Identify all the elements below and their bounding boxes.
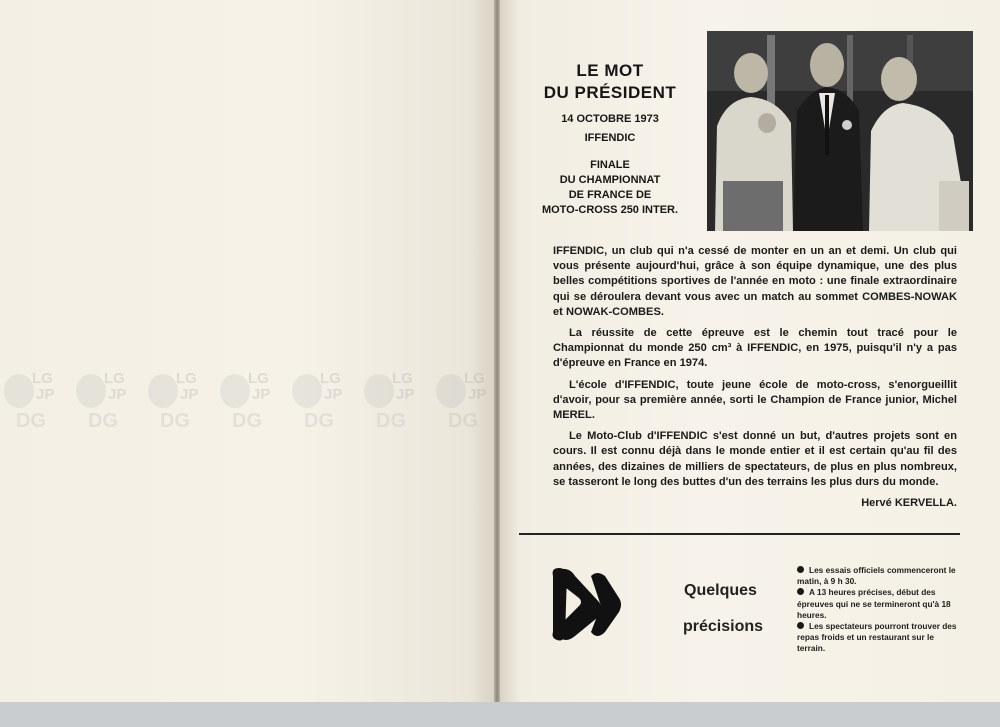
article-heading — [512, 60, 708, 218]
watermark-jp: JP — [396, 386, 415, 403]
note-item — [797, 621, 959, 655]
watermark-logo — [74, 368, 140, 434]
bullet-icon — [797, 622, 804, 629]
note-text: Les spectateurs pourront trouver des repas froids et un restaurant sur le terrain. — [797, 621, 957, 654]
watermark-jp: JP — [108, 386, 127, 403]
watermark-dg: DG — [304, 410, 334, 432]
event-line-4: MOTO-CROSS 250 INTER. — [541, 204, 679, 216]
watermark-logo — [362, 368, 428, 434]
club-logo-icon — [551, 566, 623, 642]
article-paragraph: L'école d'IFFENDIC, toute jeune école de moto-cross, s'enorgueillit d'avoir, pour sa première année, sorti le Champion de France junior, Michel MEREL. — [553, 378, 957, 422]
article-title-line-1: LE MOT — [576, 61, 644, 80]
watermark-face-icon — [364, 374, 394, 408]
watermark-face-icon — [4, 374, 34, 408]
watermark-jp: JP — [468, 386, 487, 403]
event-line-3: DE FRANCE DE — [568, 189, 652, 201]
watermark-face-icon — [76, 374, 106, 408]
article-place: IFFENDIC — [584, 132, 636, 144]
note-text: A 13 heures précises, début des épreuves qui ne se termineront qu'à 18 heures. — [797, 587, 951, 620]
watermark-jp: JP — [324, 386, 343, 403]
watermark-jp: JP — [36, 386, 55, 403]
article-paragraph: IFFENDIC, un club qui n'a cessé de monter en un an et demi. Un club qui vous présente aujourd'hui, grâce à son équipe dynamique, une des plus belles compétitions sportives de l'année en moto : une finale extraordinaire qui se déroulera devant vous avec un match au sommet COMBES-NOWAK et NOWAK-COMBES. — [553, 245, 957, 318]
article-title-line-2: DU PRÉSIDENT — [543, 83, 677, 102]
article-paragraph: Le Moto-Club d'IFFENDIC s'est donné un but, d'autres projets sont en cours. Il est connu déjà dans le monde entier et il est certain qu'au fil des années, des dizaines de milliers de spectateurs, de plus en plus nombreux, se tasseront le long des buttes d'un des terrains les plus durs du monde. — [553, 430, 957, 488]
watermark-lg: LG — [248, 370, 269, 387]
article-paragraph: La réussite de cette épreuve est le chemin tout tracé pour le Championnat du monde 250 cm³ à IFFENDIC, en 1975, puisqu'il n'y a pas d'épreuve en France en 1974. — [553, 327, 957, 370]
scan-bottom-edge — [0, 702, 1000, 727]
watermark-face-icon — [436, 374, 466, 408]
watermark-jp: JP — [180, 386, 199, 403]
left-page — [0, 0, 494, 710]
note-text: Les essais officiels commenceront le matin, à 9 h 30. — [797, 565, 956, 587]
precisions-title-line-1: Quelques — [684, 582, 757, 599]
note-item — [797, 565, 959, 587]
watermark-logo — [146, 368, 212, 434]
watermark-logo — [434, 368, 500, 434]
watermark-dg: DG — [160, 410, 190, 432]
watermark-logo — [2, 368, 68, 434]
precisions-title-line-2: précisions — [683, 618, 764, 635]
watermark-logo — [290, 368, 356, 434]
bullet-icon — [797, 588, 804, 595]
watermark-dg: DG — [88, 410, 118, 432]
watermark-dg: DG — [448, 410, 478, 432]
watermark-lg: LG — [104, 370, 125, 387]
watermark-lg: LG — [176, 370, 197, 387]
precisions-notes — [797, 565, 959, 655]
article-body — [553, 244, 957, 511]
watermark-jp: JP — [252, 386, 271, 403]
watermark-lg: LG — [32, 370, 53, 387]
note-item — [797, 587, 959, 621]
watermark-dg: DG — [16, 410, 46, 432]
watermark-lg: LG — [392, 370, 413, 387]
watermark-face-icon — [220, 374, 250, 408]
president-photo — [707, 31, 973, 231]
watermark-lg: LG — [320, 370, 341, 387]
watermark-face-icon — [292, 374, 322, 408]
watermark-dg: DG — [232, 410, 262, 432]
watermark-logo — [218, 368, 284, 434]
precisions-title — [672, 573, 786, 645]
event-line-2: DU CHAMPIONNAT — [559, 174, 661, 186]
bullet-icon — [797, 566, 804, 573]
watermark-lg: LG — [464, 370, 485, 387]
section-divider — [519, 533, 960, 535]
article-date: 14 OCTOBRE 1973 — [561, 113, 659, 125]
event-line-1: FINALE — [590, 159, 630, 171]
watermark-row — [2, 368, 500, 434]
watermark-face-icon — [148, 374, 178, 408]
article-signature: Hervé KERVELLA. — [861, 497, 957, 510]
watermark-dg: DG — [376, 410, 406, 432]
